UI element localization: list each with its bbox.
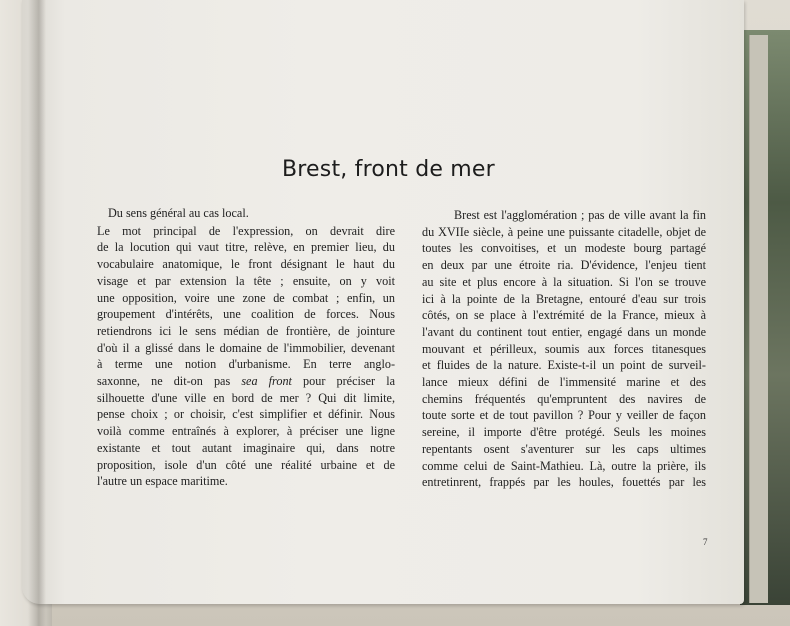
text-line: visage et par extension la tête ; ensuite, on y voit: [97, 273, 395, 288]
text-line: côtés, on se place à l'extrémité de la France, mieux à: [422, 308, 706, 323]
text-line: groupement d'intérêts, une coalition de forces. Nous: [97, 307, 395, 322]
left-text-column: [97, 205, 395, 490]
text-line: en deux par une étroite ria. D'évidence, l'enjeu tient: [422, 258, 706, 273]
text-line: de la locution qui vaut titre, relève, en premier lieu, du: [97, 240, 395, 255]
text-line: l'autre un espace maritime.: [97, 474, 228, 489]
lead-line: Du sens général au cas local.: [108, 206, 249, 220]
text-line: d'où il a glissé dans le domaine de l'immobilier, devenant: [97, 340, 395, 355]
text-line: à terme une notion d'urbanisme. En terre anglo-: [97, 357, 395, 372]
text-line: retiendrons ici le sens médian de frontière, de jointure: [97, 323, 395, 338]
italic-term: sea front: [241, 374, 292, 389]
text-line: pense choix ; or choisir, c'est simplifier et définir. Nous: [97, 407, 395, 422]
right-text-column: [422, 207, 706, 491]
text-line: sereine, il importe d'être protégé. Seuls les moines: [422, 425, 706, 440]
text-line: Brest est l'agglomération ; pas de ville avant la fin: [454, 208, 706, 222]
text-line: toutes les convoitises, et un modeste bourg partagé: [422, 241, 706, 256]
text-line: du XVIIe siècle, à peine une puissante citadelle, objet de: [422, 224, 706, 239]
text-line: au site et plus encore à la situation. Si l'on se trouve: [422, 274, 706, 289]
text-line: et fluides de la nature. Existe-t-il un point de surveil-: [422, 358, 706, 373]
text-segment: saxonne, ne dit-on pas: [97, 374, 242, 389]
text-line: mouvant et périlleux, soumis aux forces titanesques: [422, 341, 706, 356]
spine-shadow: [28, 0, 46, 626]
text-line: une opposition, voire une zone de combat ; enfin, un: [97, 290, 395, 305]
text-line: silhouette d'une ville en bord de mer ? Qui dit limite,: [97, 390, 395, 405]
text-line: lance mieux défini de l'immensité marine et des: [422, 375, 706, 390]
text-line: toute sorte et de tout pavillon ? Pour y veiller de façon: [422, 408, 706, 423]
text-line: existante et tout autant imaginaire qui, dans notre: [97, 440, 395, 455]
page-number: 7: [703, 537, 708, 547]
text-line: Le mot principal de l'expression, on devrait dire: [97, 223, 395, 238]
text-segment: pour préciser la: [291, 374, 395, 389]
text-line: repentants osent s'aventurer sur les caps ultimes: [422, 441, 706, 456]
text-line: comme celui de Saint-Mathieu. Là, outre la prière, ils: [422, 458, 706, 473]
book-page: [22, 0, 744, 604]
text-line: chemins fréquentés qu'empruntent des navires de: [422, 391, 706, 406]
text-line: vocabulaire anatomique, le front désignant le haut du: [97, 257, 395, 272]
page-title: Brest, front de mer: [282, 157, 495, 182]
page-stack-edge: [749, 35, 768, 603]
text-line: l'avant du continent tout entier, engagé dans un monde: [422, 324, 706, 339]
text-line: proposition, isole d'un côté une réalité urbaine et de: [97, 457, 395, 472]
text-line-with-italic: [97, 373, 395, 390]
text-line: ici à la pointe de la Bretagne, entouré d'eau sur trois: [422, 291, 706, 306]
text-line: voilà comme entraînés à explorer, à préciser une ligne: [97, 424, 395, 439]
text-line: entretinrent, frappés par les houles, fouettés par les: [422, 475, 706, 490]
